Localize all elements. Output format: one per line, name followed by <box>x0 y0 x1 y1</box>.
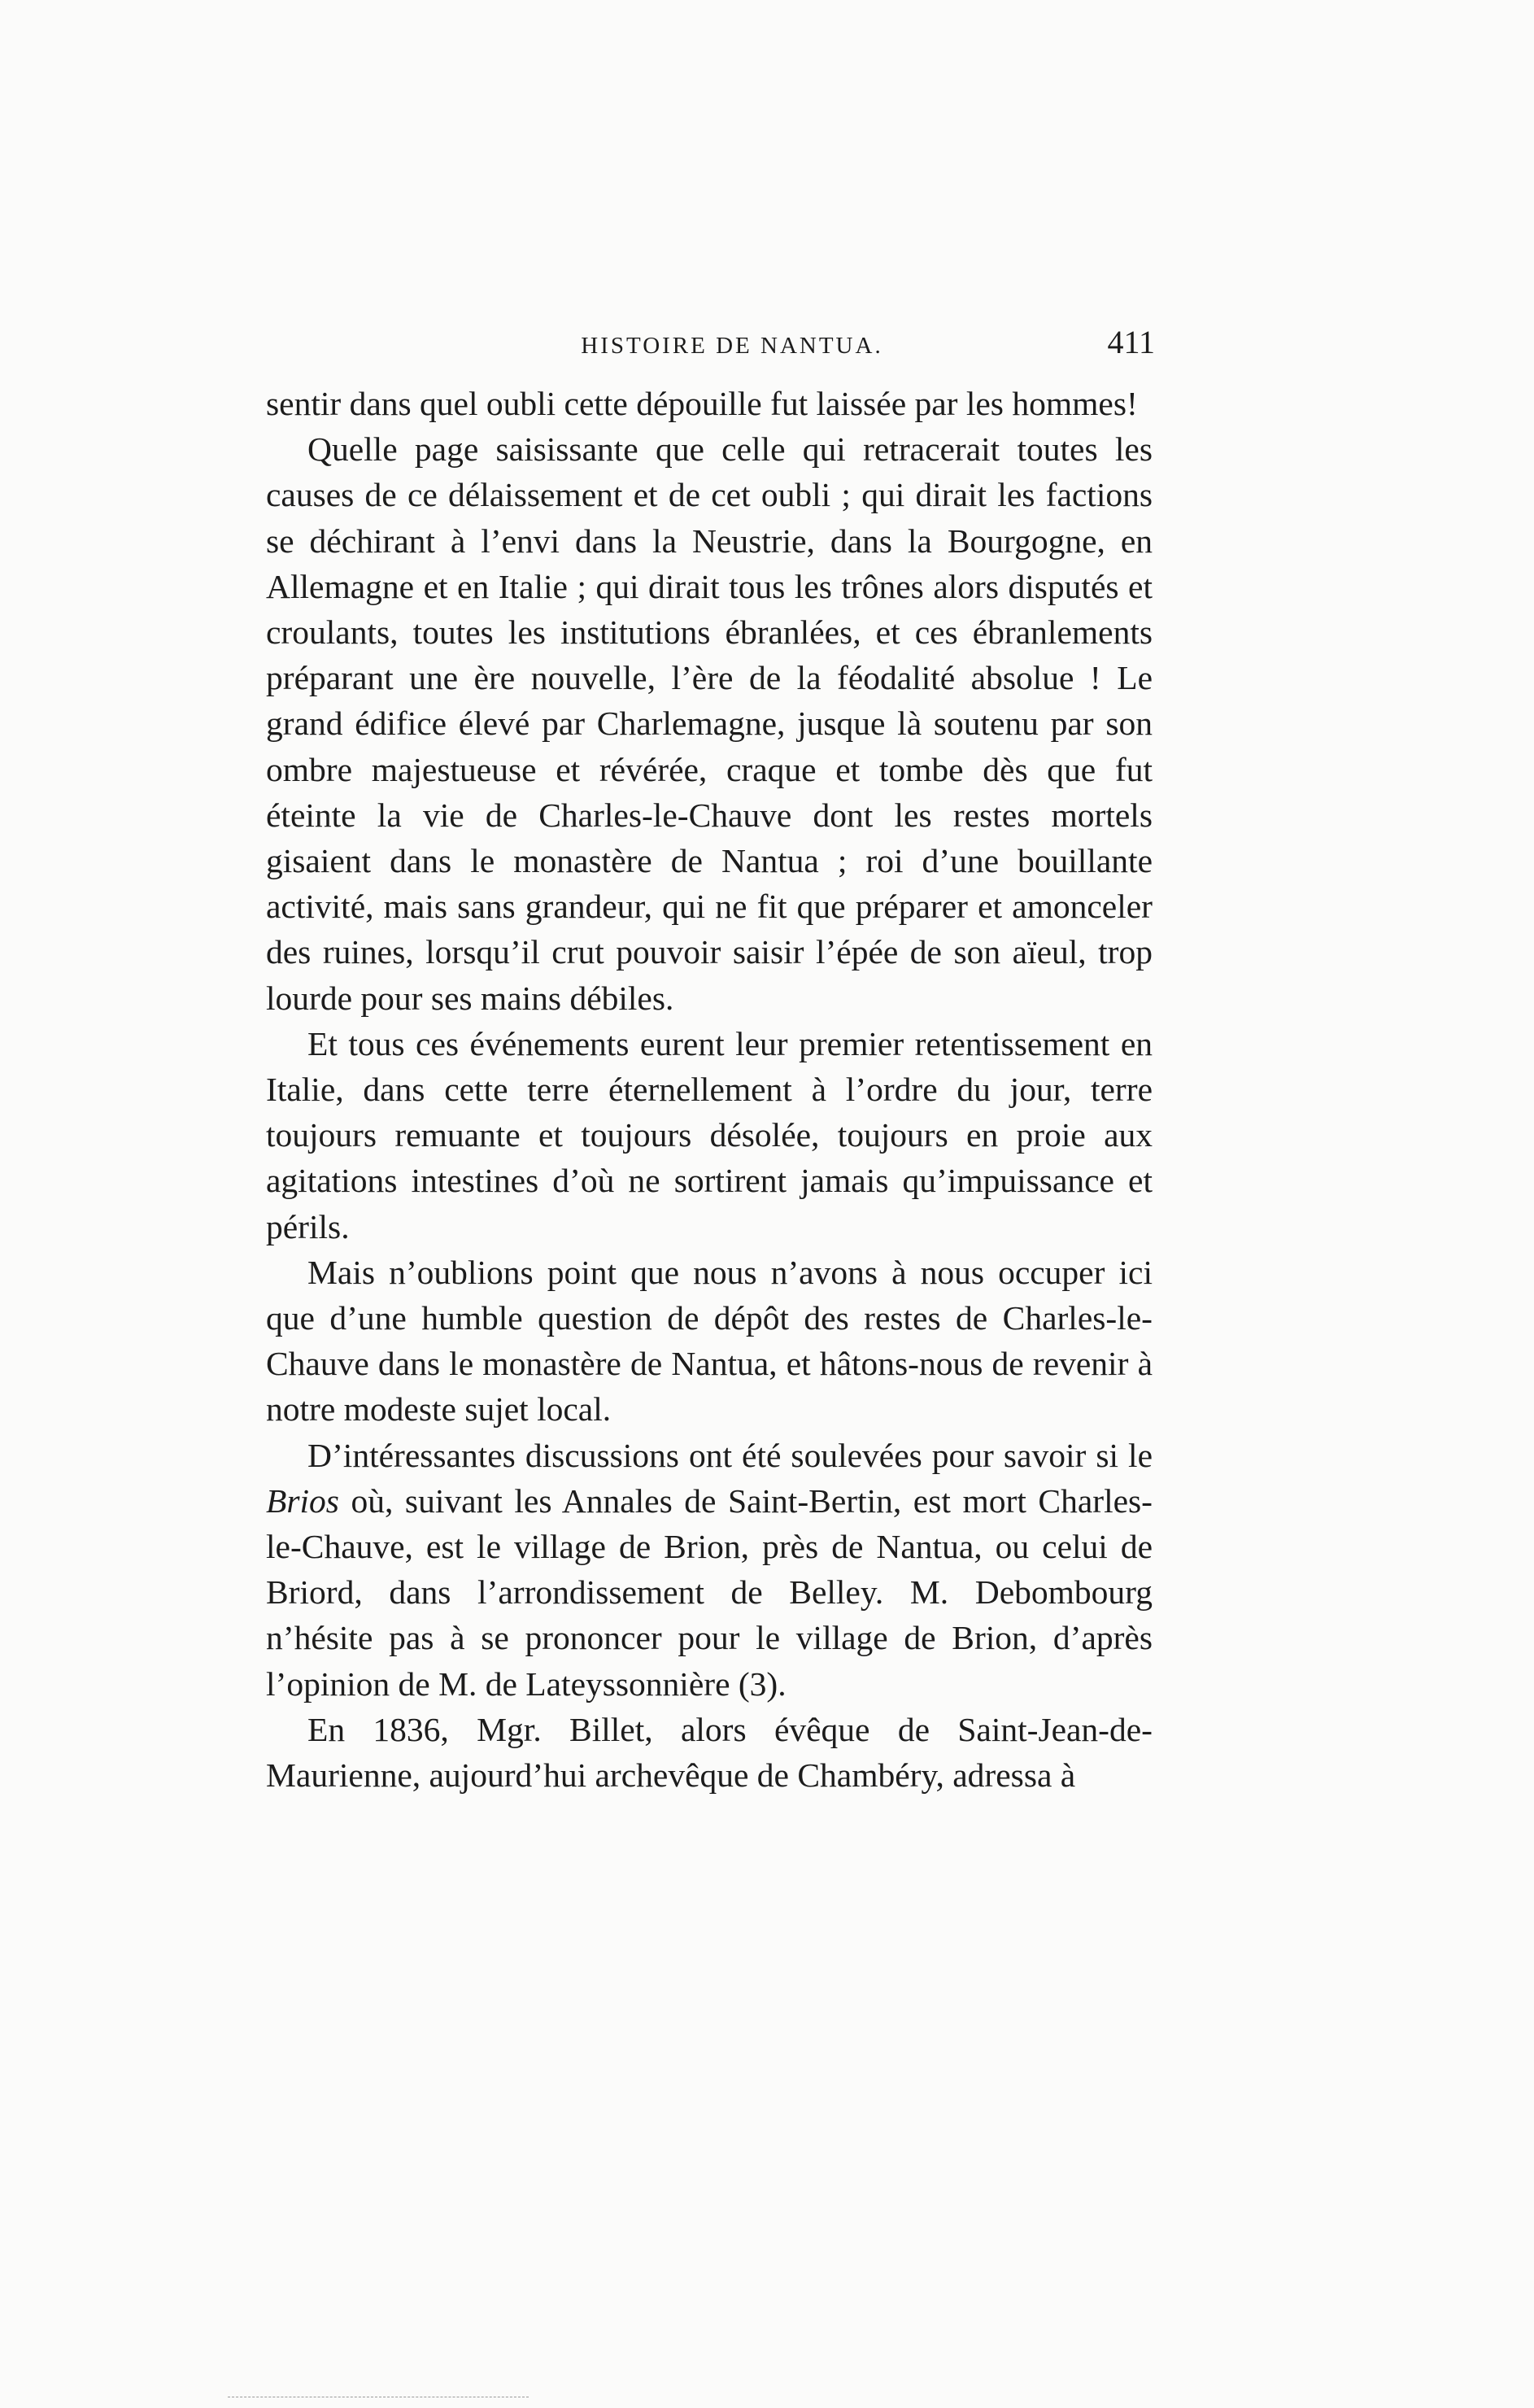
italic-term: Brios <box>266 1481 339 1520</box>
running-head <box>268 325 1163 366</box>
paragraph <box>266 1433 1153 1707</box>
paragraph: En 1836, Mgr. Billet, alors évêque de Saint-Jean-de-Maurienne, aujourd’hui archevêque de Chambéry, adressa à <box>266 1710 1153 1795</box>
paragraph: Et tous ces événements eurent leur premier retentissement en Italie, dans cette terre éternellement à l’ordre du jour, terre toujours remuante et toujours désolée, toujours en proie aux agitations intestines d’où ne sortirent jamais qu’impuissance et périls. <box>266 1024 1153 1245</box>
paragraph-text: D’intéressantes discussions ont été soulevées pour savoir si le <box>307 1436 1153 1474</box>
paragraph: Quelle page saisissante que celle qui retracerait toutes les causes de ce délaissement et de cet oubli ; qui dirait les factions se déchirant à l’envi dans la Neustrie, dans la Bourgogne, en Allemagne et en Italie ; qui dirait tous les trônes alors disputés et croulants, toutes les institutions ébranlées, et ces ébranlements préparant une ère nouvelle, l’ère de la féodalité absolue ! Le grand édifice élevé par Charlemagne, jusque là soutenu par son ombre majestueuse et révérée, craque et tombe dès que fut éteinte la vie de Charles-le-Chauve dont les restes mortels gisaient dans le monastère de Nantua ; roi d’une bouillante activité, mais sans grandeur, qui ne fit que préparer et amonceler des ruines, lorsqu’il crut pouvoir saisir l’épée de son aïeul, trop lourde pour ses mains débiles. <box>266 430 1153 1017</box>
paragraph: Mais n’oublions point que nous n’avons à nous occuper ici que d’une humble question de dépôt des restes de Charles-le-Chauve dans le monastère de Nantua, et hâtons-nous de revenir à notre modeste sujet local. <box>266 1253 1153 1429</box>
running-title: HISTOIRE DE NANTUA. <box>581 333 883 359</box>
paragraph-text: où, suivant les Annales de Saint-Bertin, est mort Charles-le-Chauve, est le village de Brion, près de Nantua, ou celui de Briord, dans l’arrondissement de Belley. M. Debombourg n’hésite pas à se prononcer pour le village de Brion, d’après l’opinion de M. de Lateyssonnière (3). <box>266 1481 1153 1703</box>
paragraph-continuation: sentir dans quel oubli cette dépouille fut laissée par les hommes! <box>266 385 1138 422</box>
body-text <box>266 381 1153 1798</box>
page-number: 411 <box>1107 324 1155 360</box>
